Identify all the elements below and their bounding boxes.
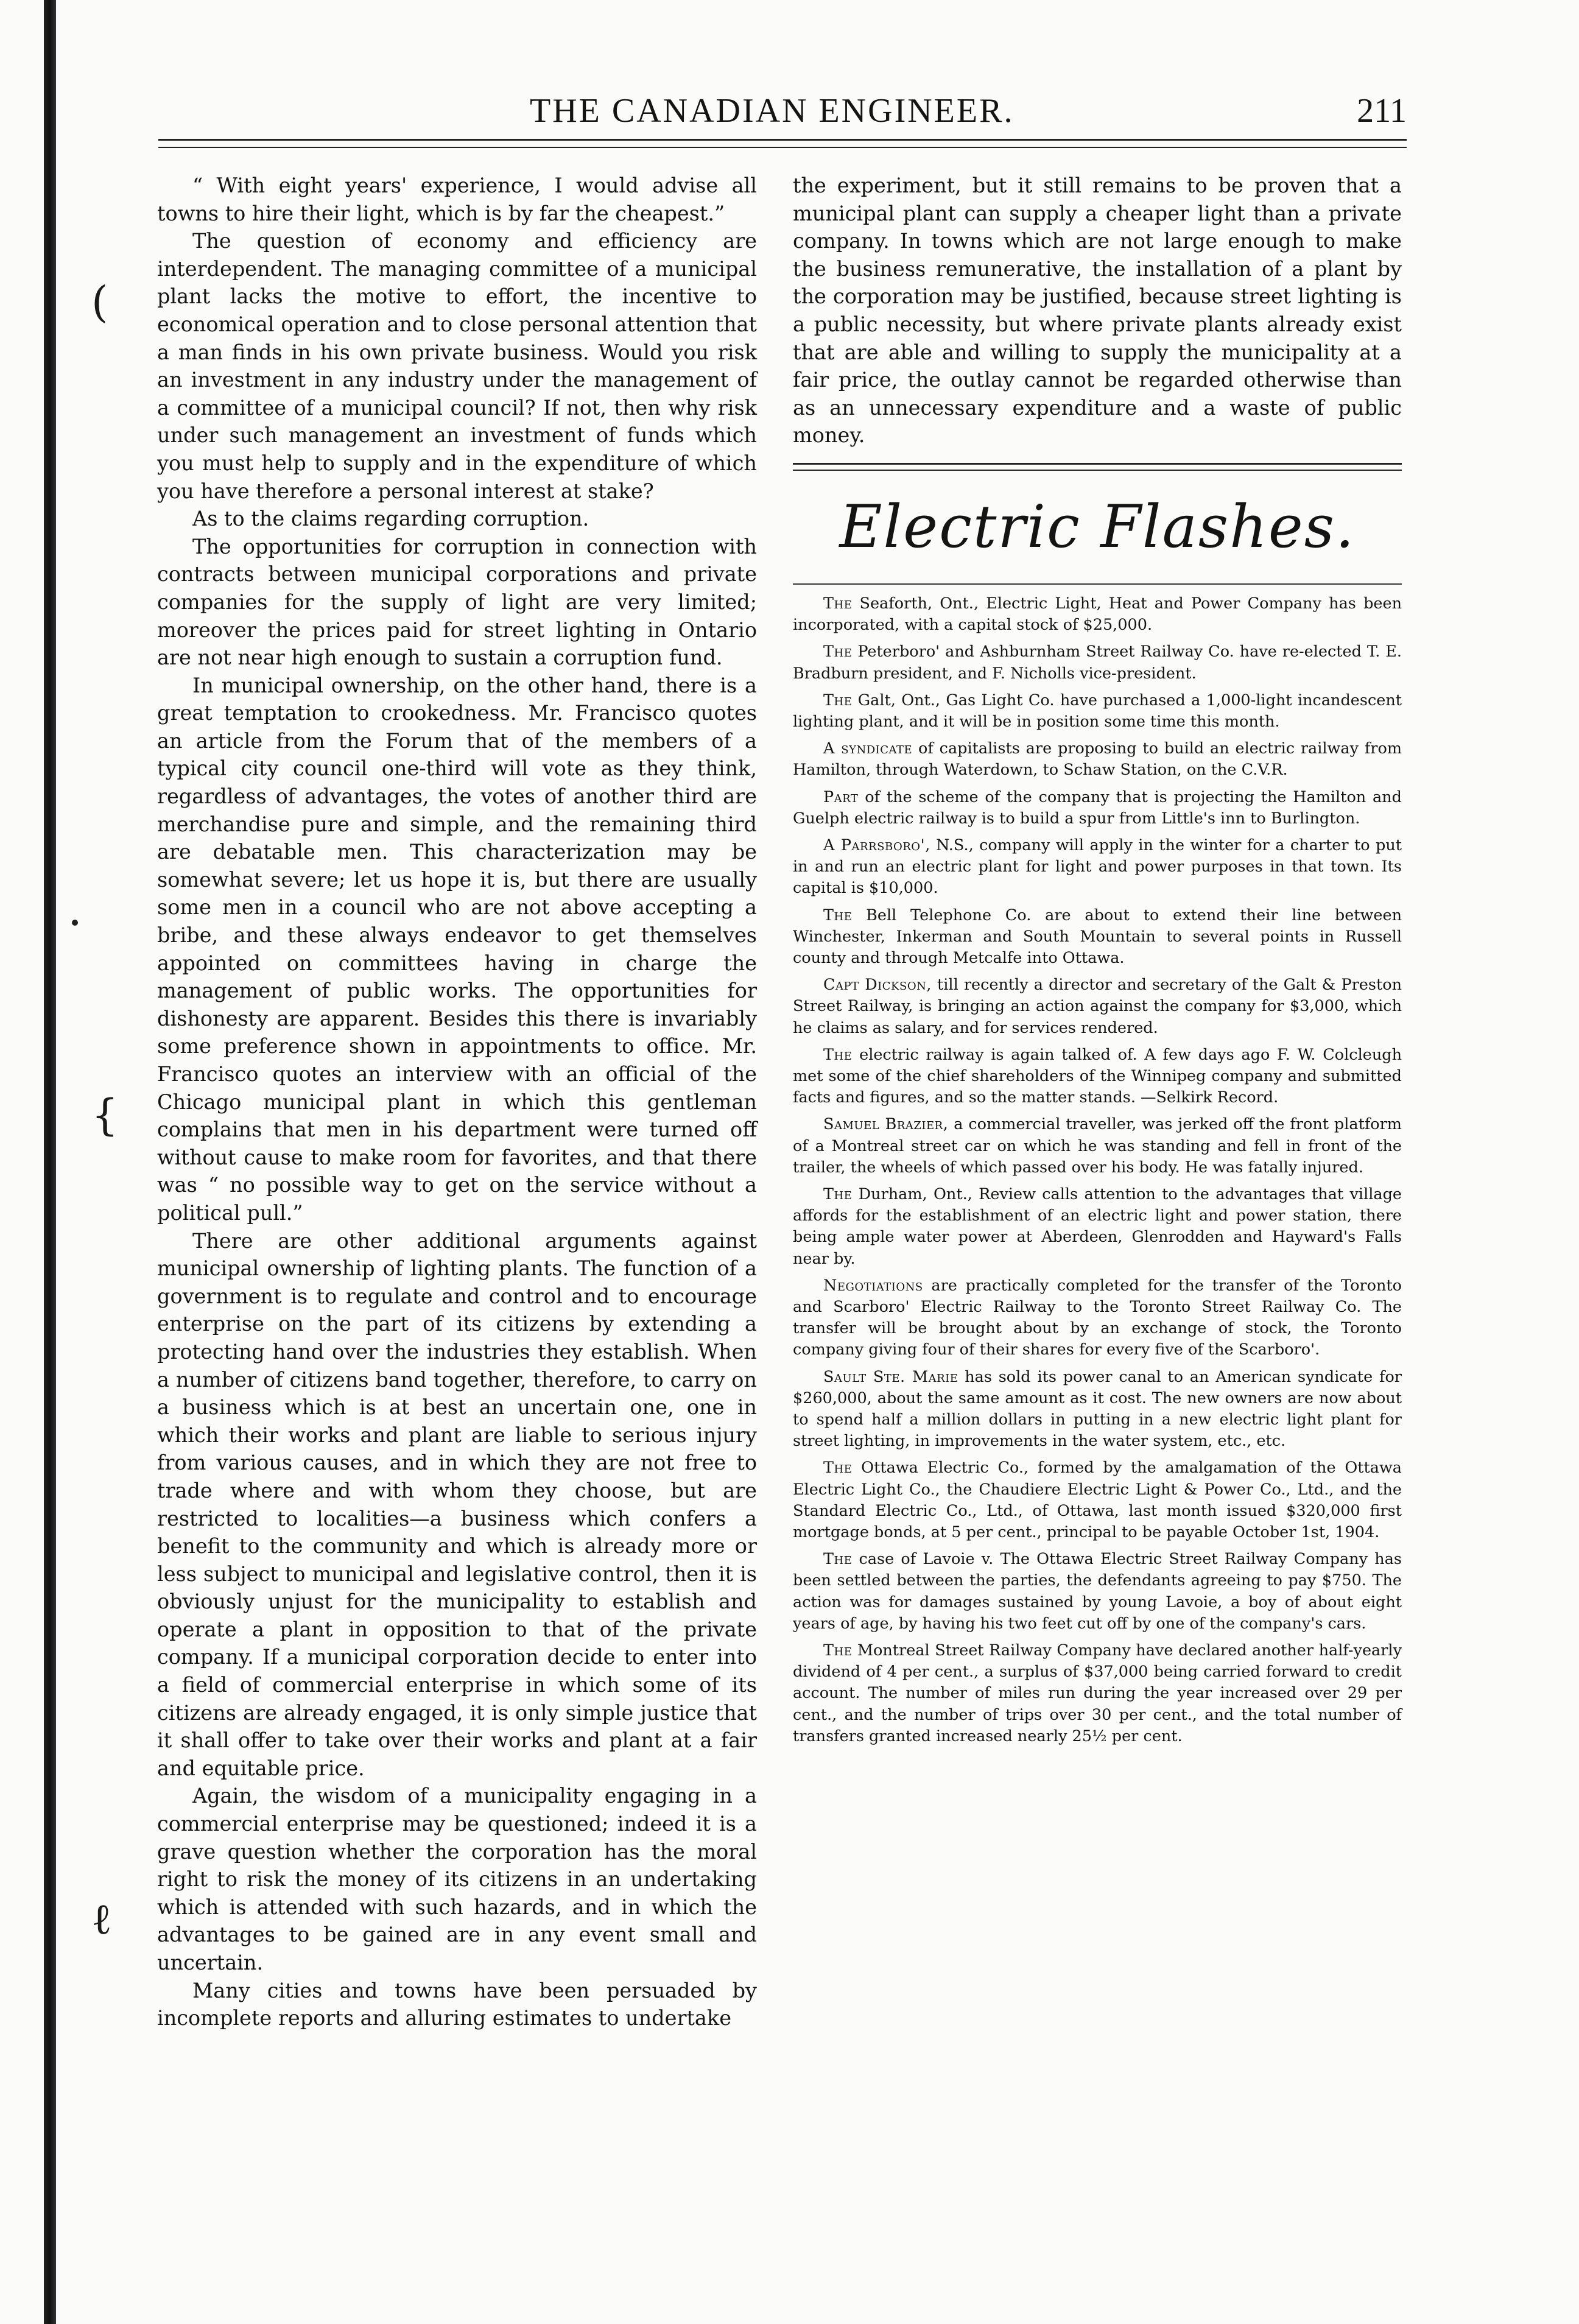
flash-lead: The [823,594,853,613]
flash-text: Montreal Street Railway Company have declared another half-yearly dividend of 4 per cent., a surplus of $37,000 being carried forward to credit account. The number of miles run during the year increased over 29 per cent., and the number of trips over 30 per cent., and the total number of transfers granted increased nearly 25½ per cent. [793,1641,1402,1745]
left-column [157,172,757,2032]
section-thin-rule [793,583,1402,585]
paragraph: The question of economy and efficiency are interdependent. The managing committee of a municipal plant lacks the motive to effort, the incentive to economical operation and to close personal attention that a man finds in his own private business. Would you risk an investment in any industry under the management of a committee of a municipal council? If not, then why risk under such management an investment of funds which you must help to supply and in the expenditure of which you have therefore a personal interest at stake? [157,229,757,503]
flash-lead: The [823,1045,853,1064]
flash-item [793,641,1402,684]
flash-item [793,787,1402,829]
flash-text: till recently a director and secretary of the Galt & Preston Street Railway, is bringing an action against the company for $3,000, which he claims as salary, and for services rendered. [793,976,1402,1037]
margin-mark-1: ( [91,277,108,327]
flash-lead: Negotiations [823,1276,923,1295]
flash-text: has sold its power canal to an American syndicate for $260,000, about the same amount as it cost. The new owners are now about to spend half a million dollars in putting in a new electric light plant for street lighting, in improvements in the water system, etc., etc. [793,1367,1402,1451]
paragraph: Many cities and towns have been persuaded by incomplete reports and alluring estimates to undertake [157,1978,757,2030]
continuation-paragraph: the experiment, but it still remains to be proven that a municipal plant can supply a cheaper light than a private company. In towns which are not large enough to make the business remunerative, the installation of a plant by the corporation may be justified, because street lighting is a public necessity, but where private plants already exist that are able and willing to supply the municipality at a fair price, the outlay cannot be regarded otherwise than as an unnecessary expenditure and a waste of public money. [793,174,1402,448]
flash-text: Ottawa Electric Co., formed by the amalgamation of the Ottawa Electric Light Co., the Chaudiere Electric Light & Power Co., Ltd., and the Standard Electric Co., Ltd., of Ottawa, last month issued $320,000 first mortgage bonds, at 5 per cent., principal to be payable October 1st, 1904. [793,1459,1402,1542]
section-title: Electric Flashes. [839,492,1356,561]
right-body [793,172,1402,449]
flash-lead: The [823,1550,853,1569]
flash-lead: The [823,643,853,661]
flash-item [793,1549,1402,1635]
section-heading [793,471,1402,583]
flash-item [793,1275,1402,1361]
flash-lead: The [823,1185,853,1204]
flash-text: electric railway is again talked of. A few days ago F. W. Colcleugh met some of the chief shareholders of the Winnipeg company and submitted facts and figures, and so the matter stands. —Selkirk Record. [793,1045,1402,1107]
flash-item [793,1044,1402,1109]
flash-lead: A Parrsboro', [823,836,930,854]
paragraph: As to the claims regarding corruption. [192,507,589,531]
running-title: THE CANADIAN ENGINEER. [530,92,1015,130]
flash-lead: Samuel Brazier, [823,1115,949,1134]
page-header [158,91,1407,140]
flash-item [793,738,1402,781]
flash-item [793,905,1402,970]
flash-item [793,1184,1402,1270]
flash-item [793,1640,1402,1747]
flash-text: of capitalists are proposing to build an electric railway from Hamilton, through Waterdown, to Schaw Station, on the C.V.R. [793,739,1402,780]
flash-text: of the scheme of the company that is projecting the Hamilton and Guelph electric railway is to build a spur from Little's inn to Burlington. [793,787,1402,828]
electric-flashes-list [793,593,1402,1747]
margin-mark-2: { [91,1090,119,1140]
flash-lead: Capt Dickson, [823,976,932,995]
flash-lead: Part [823,787,859,806]
flash-lead: The [823,906,853,924]
flash-item [793,1114,1402,1178]
flash-text: a commercial traveller, was jerked off the front platform of a Montreal street car on which he was standing and fell in front of the trailer, the wheels of which passed over his body. He was fatally injured. [793,1115,1402,1177]
flash-text: Durham, Ont., Review calls attention to the advantages that village affords for the establishment of an electric light and power station, there being ample water power at Aberdeen, Glenrodden and Hayward's Falls near by. [793,1185,1402,1268]
flash-item [793,974,1402,1039]
flash-text: Bell Telephone Co. are about to extend their line between Winchester, Inkerman and South Mountain to several points in Russell county and through Metcalfe into Ottawa. [793,906,1402,967]
flash-text: Seaforth, Ont., Electric Light, Heat and Power Company has been incorporated, with a capital stock of $25,000. [793,594,1402,635]
flash-item [793,835,1402,900]
flash-text: case of Lavoie v. The Ottawa Electric Street Railway Company has been settled between the parties, the defendants agreeing to pay $750. The action was for damages sustained by young Lavoie, a boy of about eight years of age, by having his two feet cut off by one of the company's cars. [793,1550,1402,1633]
flash-lead: Sault Ste. Marie [823,1367,958,1386]
right-column [793,172,1402,1753]
flash-item [793,1457,1402,1543]
flash-item [793,593,1402,636]
flash-lead: The [823,1459,853,1477]
paragraph: In municipal ownership, on the other hand, there is a great temptation to crookedness. Mr. Francisco quotes an article from the Forum that of the members of a typical city council one-third will vote as they think, regardless of advantages, the votes of another third are merchandise pure and simple, and the remaining third are debatable men. This characterization may be somewhat severe; let us hope it is, but there are usually some men in a council who are not above accepting a bribe, and these always endeavor to get themselves appointed on committees having in charge the management of public works. The opportunities for dishonesty are apparent. Besides this there is invariably some preference shown in appointments to office. Mr. Francisco quotes an interview with an official of the Chicago municipal plant in which this gentleman complains that men in his department were turned off without cause to make room for favorites, and that there was “ no possible way to get on the service without a political pull.” [157,673,757,1225]
page-number: 211 [1357,92,1407,130]
margin-mark-3: ℓ [91,1894,112,1944]
paragraph: Again, the wisdom of a municipality engaging in a commercial enterprise may be questioned; indeed it is a grave question whether the corporation has the moral right to risk the money of its citizens in an undertaking which is attended with such hazards, and in which the advantages to be gained are in any event small and uncertain. [157,1784,757,1974]
paragraph: There are other additional arguments against municipal ownership of lighting plants. The function of a government is to regulate and control and to encourage enterprise on the part of its citizens by extending a protecting hand over the industries they establish. When a number of citizens band together, therefore, to carry on a business which is at best an uncertain one, one in which their works and plant are liable to serious injury from various causes, and in which they are not free to trade where and with whom they choose, but are restricted to localities—a business which confers a benefit to the community and which is already more or less subject to municipal and legislative control, then it is obviously unjust for the municipality to establish and operate a plant in opposition to that of the private company. If a municipal corporation decide to enter into a field of commercial enterprise in which some of its citizens are already engaged, it is only simple justice that it shall offer to take over their works and plant at a fair and equitable price. [157,1228,757,1780]
flash-text: are practically completed for the transfer of the Toronto and Scarboro' Electric Railway to the Toronto Street Railway Co. The transfer will be brought about by an exchange of stock, the Toronto company giving four of their shares for every five of the Scarboro'. [793,1276,1402,1359]
section-rule [793,463,1402,471]
flash-text: Peterboro' and Ashburnham Street Railway Co. have re-elected T. E. Bradburn president, and F. Nicholls vice-president. [793,643,1402,683]
paragraph: The opportunities for corruption in connection with contracts between municipal corporations and private companies for the supply of light are very limited; moreover the prices paid for street lighting in Ontario are not near high enough to sustain a corruption fund. [157,534,757,670]
flash-item [793,1367,1402,1452]
flash-lead: A syndicate [823,739,913,758]
paragraph: “ With eight years' experience, I would advise all towns to hire their light, which is by far the cheapest.” [157,174,757,225]
page-binding-edge [44,0,56,2324]
flash-text: Galt, Ont., Gas Light Co. have purchased a 1,000-light incandescent lighting plant, and it will be in position some time this month. [793,691,1402,731]
header-rule [158,139,1407,148]
margin-dot [72,920,78,926]
flash-lead: The [823,1641,853,1660]
flash-item [793,690,1402,733]
flash-lead: The [823,691,853,710]
flash-text: N.S., company will apply in the winter for a charter to put in and run an electric plant for light and power purposes in that town. Its capital is $10,000. [793,836,1402,898]
